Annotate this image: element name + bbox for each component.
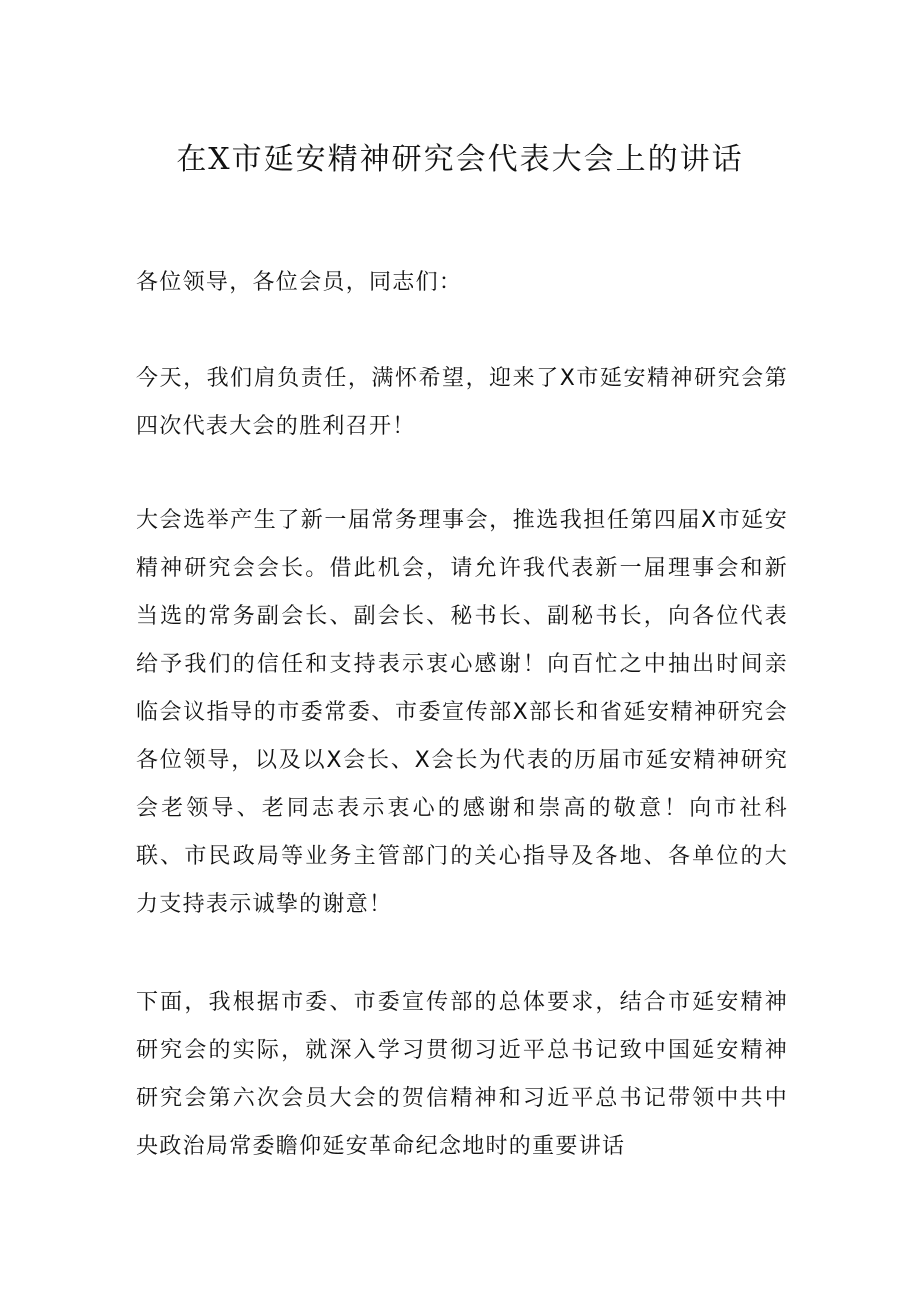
paragraph-opening: 今天，我们肩负责任，满怀希望，迎来了X市延安精神研究会第四次代表大会的胜利召开！ (136, 366, 788, 439)
paragraph-salutation: 各位领导，各位会员，同志们： (136, 270, 463, 295)
document-title: 在X市延安精神研究会代表大会上的讲话 (176, 142, 744, 177)
paragraph-thanks: 大会选举产生了新一届常务理事会，推选我担任第四届X市延安精神研究会会长。借此机会，请允许我代表新一届理事会和新当选的常务副会长、副会长、秘书长、副秘书长，向各位代表给予我们的信任和支持表示衷心感谢！向百忙之中抽出时间亲临会议指导的市委常委、市委宣传部X部长和省延安精神研究会各位领导，以及以X会长、X会长为代表的历届市延安精神研究会老领导、老同志表示衷心的感谢和崇高的敬意！向市社科联、市民政局等业务主管部门的关心指导及各地、各单位的大力支持表示诚挚的谢意！ (136, 508, 788, 917)
paragraph-main-topic: 下面，我根据市委、市委宣传部的总体要求，结合市延安精神研究会的实际，就深入学习贯彻习近平总书记致中国延安精神研究会第六次会员大会的贺信精神和习近平总书记带领中共中央政治局常委瞻仰延安革命纪念地时的重要讲话 (136, 990, 788, 1159)
